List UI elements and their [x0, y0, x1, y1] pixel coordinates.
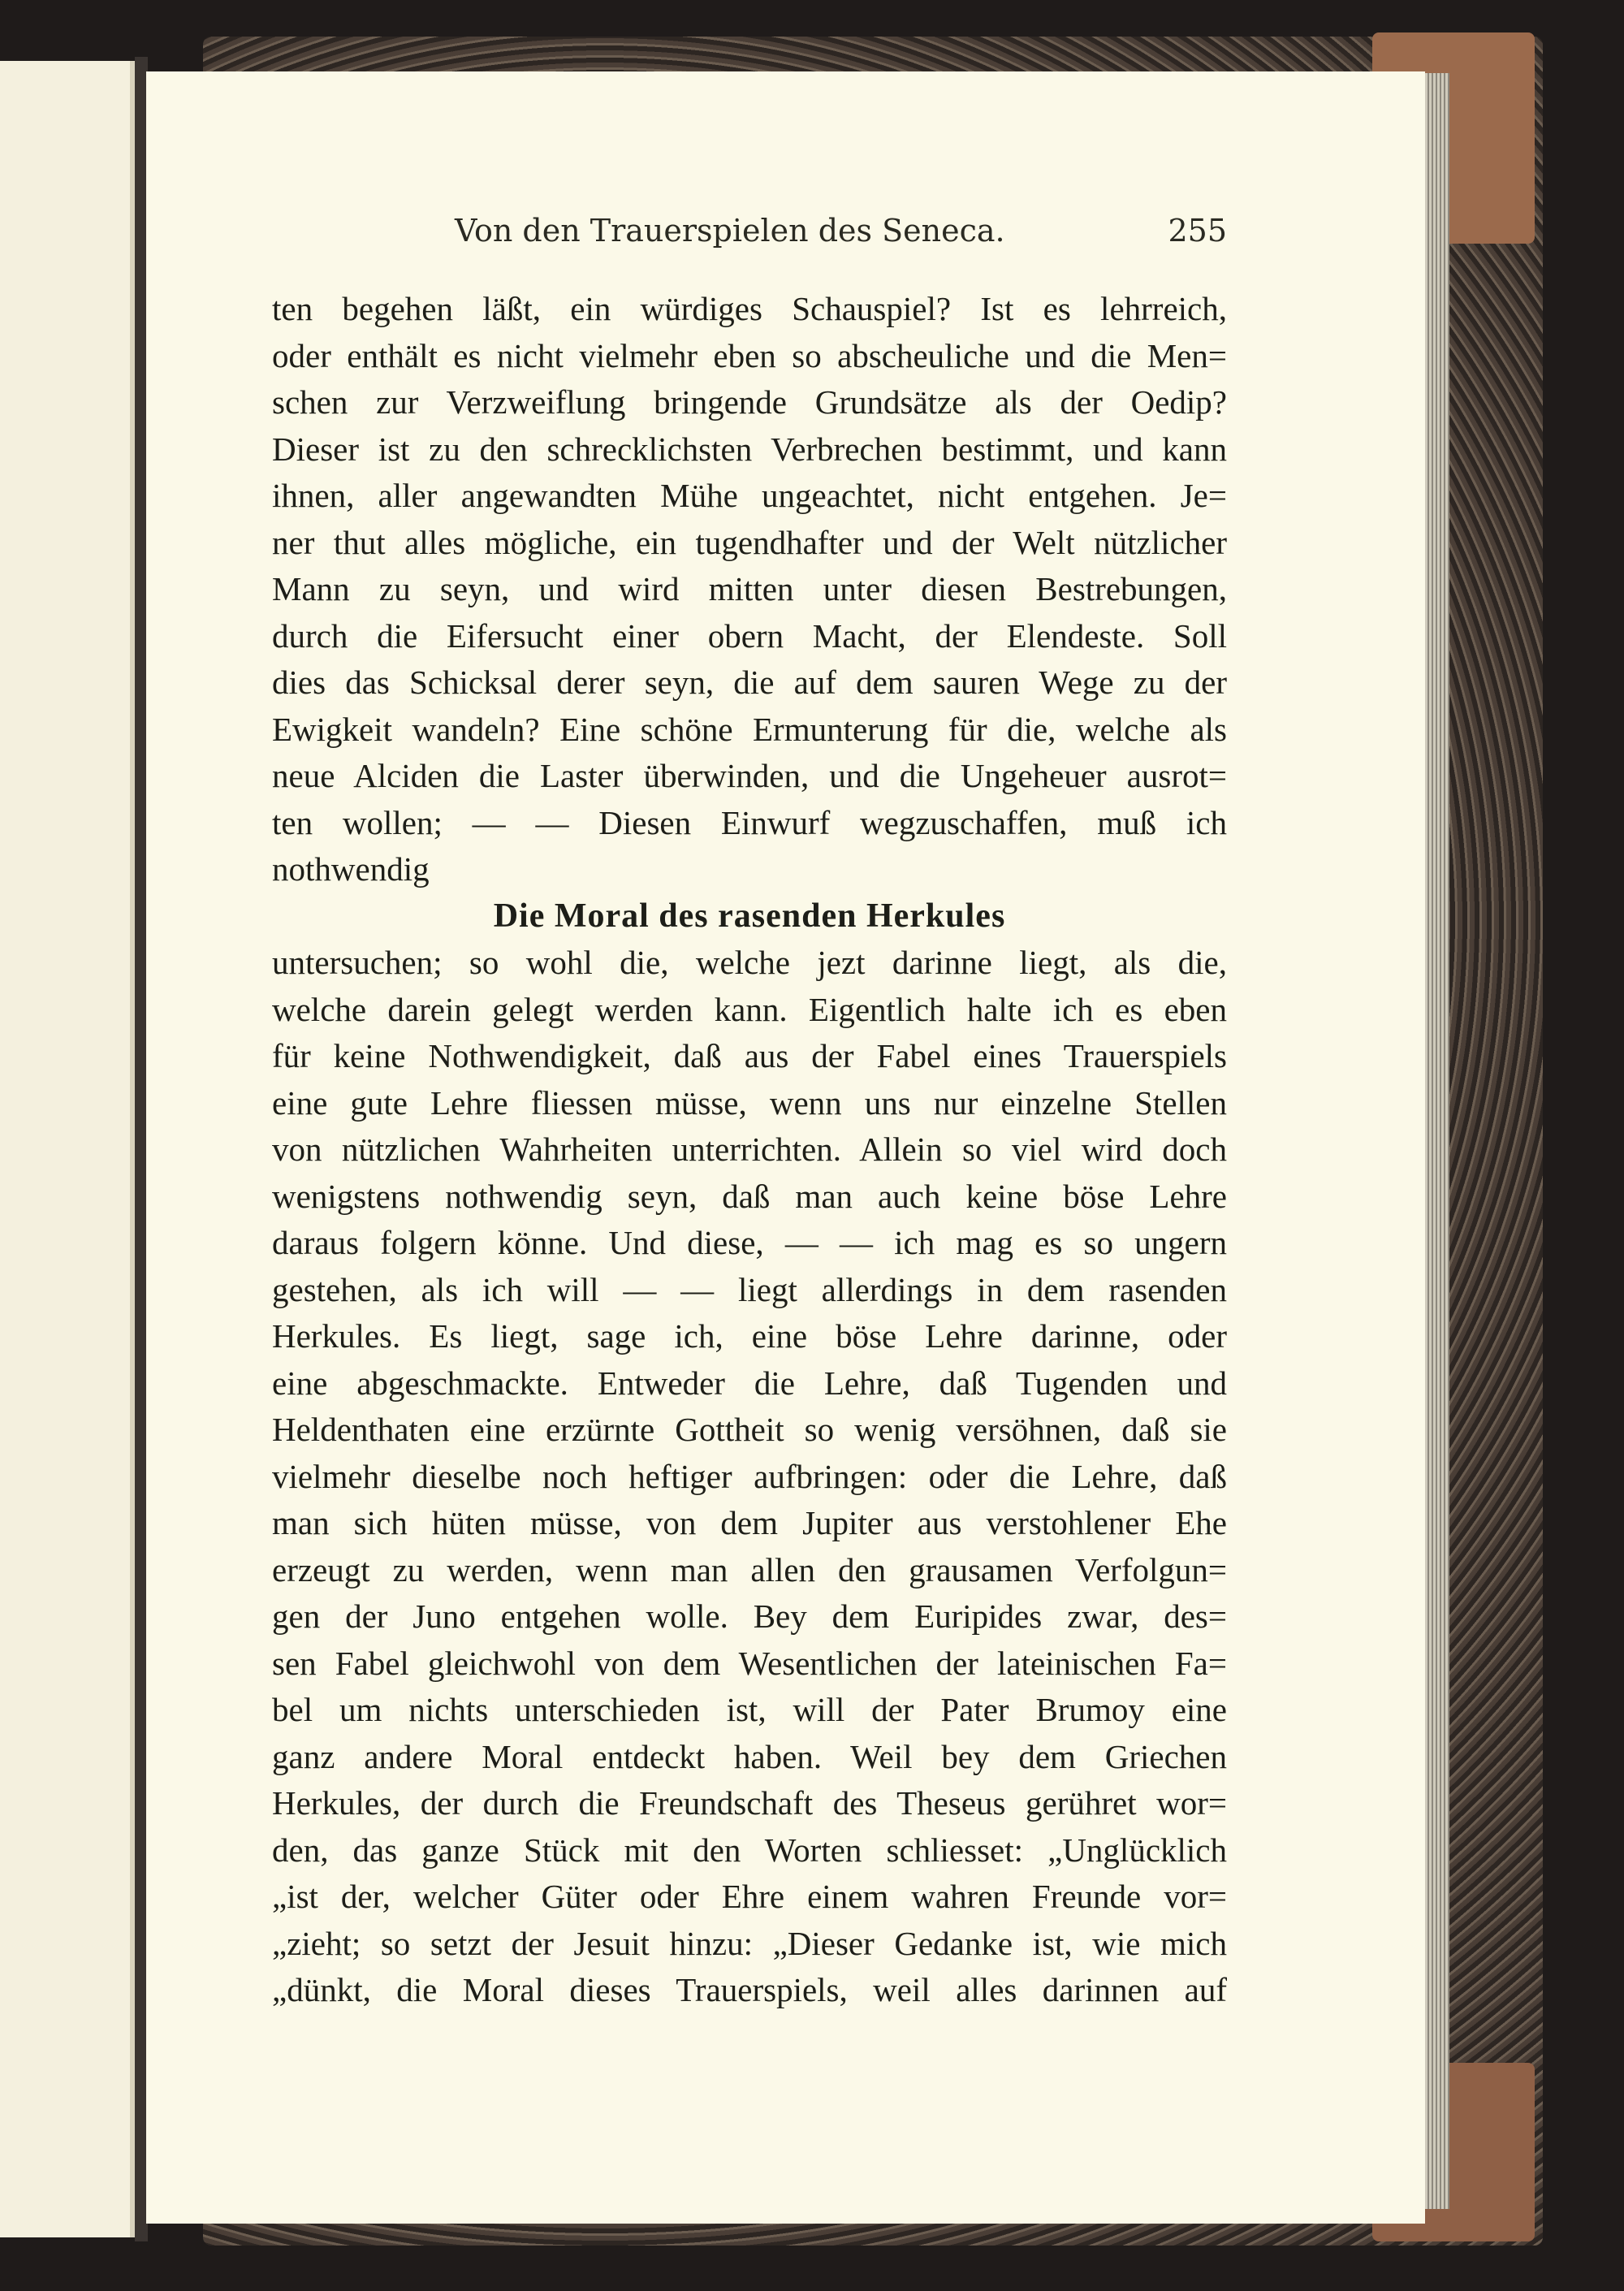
text-line: man sich hüten müsse, von dem Jupiter aus verstohlener Ehe: [272, 1504, 1227, 1541]
section-heading: Die Moral des rasenden Herkules: [493, 897, 1006, 935]
text-line: gen der Juno entgehen wolle. Bey dem Euripides zwar, des=: [272, 1597, 1227, 1635]
text-line: sen Fabel gleichwohl von dem Wesentlichen der lateinischen Fa=: [272, 1644, 1227, 1682]
text-line: gestehen, als ich will — — liegt allerdings in dem rasenden: [272, 1270, 1227, 1308]
text-line: ten begehen läßt, ein würdiges Schauspiel? Ist es lehrreich,: [272, 290, 1227, 327]
page-header: [272, 213, 1227, 262]
text-line: Mann zu seyn, und wird mitten unter diesen Bestrebungen,: [272, 570, 1227, 607]
left-page-edge: [0, 61, 135, 2237]
text-line: untersuchen; so wohl die, welche jezt darinne liegt, als die,: [272, 944, 1227, 981]
text-line: oder enthält es nicht vielmehr eben so abscheuliche und die Men=: [272, 336, 1227, 374]
text-line: den, das ganze Stück mit den Worten schliesset: „Unglücklich: [272, 1831, 1227, 1869]
page-body-text: [272, 286, 1227, 2014]
text-line: nothwendig: [272, 850, 430, 888]
text-line: wenigstens nothwendig seyn, daß man auch keine böse Lehre: [272, 1177, 1227, 1215]
text-line: „ist der, welcher Güter oder Ehre einem wahren Freunde vor=: [272, 1878, 1227, 1915]
text-line: eine gute Lehre fliessen müsse, wenn uns nur einzelne Stellen: [272, 1083, 1227, 1122]
text-line: ganz andere Moral entdeckt haben. Weil bey dem Griechen: [272, 1737, 1227, 1775]
text-line: „zieht; so setzt der Jesuit hinzu: „Dieser Gedanke ist, wie mich: [272, 1924, 1227, 1962]
text-line: ten wollen; — — Diesen Einwurf wegzuschaffen, muß ich: [272, 803, 1227, 841]
text-line: Ewigkeit wandeln? Eine schöne Ermunterung für die, welche als: [272, 710, 1227, 748]
text-line: Heldenthaten eine erzürnte Gottheit so wenig versöhnen, daß sie: [272, 1411, 1227, 1448]
running-title: Von den Trauerspielen des Seneca.: [455, 213, 1005, 249]
text-line: Dieser ist zu den schrecklichsten Verbrechen bestimmt, und kann: [272, 430, 1227, 468]
text-line: schen zur Verzweiflung bringende Grundsätze als der Oedip?: [272, 383, 1227, 421]
text-line: dies das Schicksal derer seyn, die auf dem sauren Wege zu der: [272, 664, 1227, 701]
text-line: für keine Nothwendigkeit, daß aus der Fabel eines Trauerspiels: [272, 1037, 1227, 1074]
text-line: vielmehr dieselbe noch heftiger aufbringen: oder die Lehre, daß: [272, 1457, 1227, 1495]
text-line: bel um nichts unterschieden ist, will der Pater Brumoy eine: [272, 1691, 1227, 1728]
text-line: daraus folgern könne. Und diese, — — ich mag es so ungern: [272, 1224, 1227, 1261]
text-line: ner thut alles mögliche, ein tugendhafter und der Welt nützlicher: [272, 523, 1227, 561]
text-line: Herkules, der durch die Freundschaft des Theseus gerühret wor=: [272, 1784, 1227, 1822]
text-line: Herkules. Es liegt, sage ich, eine böse Lehre darinne, oder: [272, 1317, 1227, 1355]
text-line: welche darein gelegt werden kann. Eigentlich halte ich es eben: [272, 990, 1227, 1028]
text-line: ihnen, aller angewandten Mühe ungeachtet, nicht entgehen. Je=: [272, 477, 1227, 514]
text-line: „dünkt, die Moral dieses Trauerspiels, weil alles darinnen auf: [272, 1971, 1227, 2008]
text-line: eine abgeschmackte. Entweder die Lehre, daß Tugenden und: [272, 1364, 1227, 1402]
text-line: neue Alciden die Laster überwinden, und die Ungeheuer ausrot=: [272, 757, 1227, 794]
text-line: von nützlichen Wahrheiten unterrichten. Allein so viel wird doch: [272, 1130, 1227, 1168]
text-line: durch die Eifersucht einer obern Macht, der Elendeste. Soll: [272, 616, 1227, 655]
page-number: 255: [1168, 213, 1227, 249]
text-line: erzeugt zu werden, wenn man allen den grausamen Verfolgun=: [272, 1550, 1227, 1589]
